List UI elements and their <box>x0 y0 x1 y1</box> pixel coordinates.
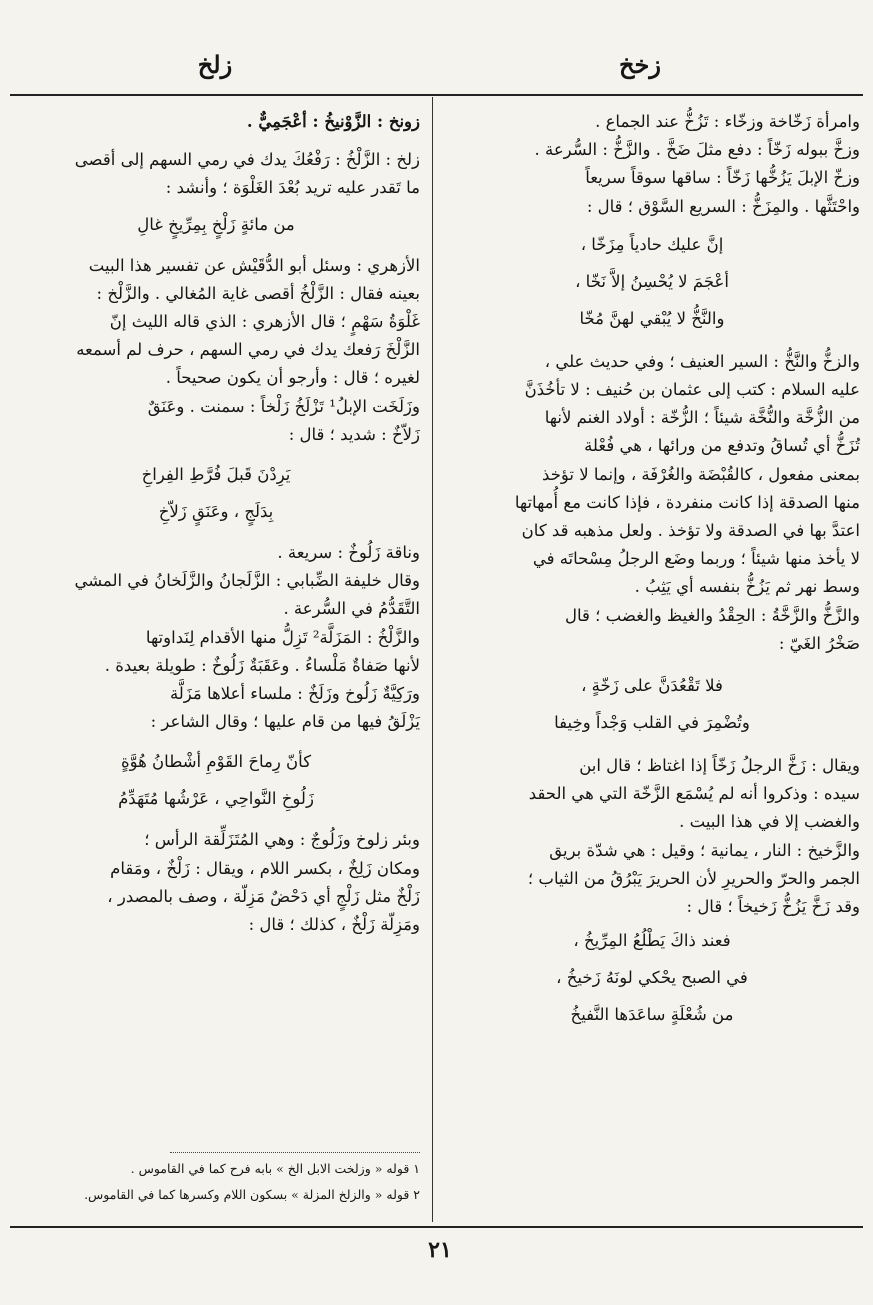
verse-line: والنَّخُّ لا يُبْقي لهنَّ مُخّا <box>579 308 725 328</box>
right-column <box>444 108 860 1036</box>
text-line: اعتدَّ بها في الصدقة ولا تؤخذ . ولعل مذهبه قد كان <box>521 521 860 541</box>
text-line: يَزْلَقُ فيها من قام عليها ؛ وقال الشاعر : <box>150 712 420 732</box>
text-line: عليه السلام : كتب إلى عثمان بن حُنيف : لا تأخُذَنَّ <box>524 380 860 400</box>
text-line: والزَّخُّ والزَّخَّةُ : الحِقْدُ والغيظ والغضب ؛ قال <box>565 605 860 625</box>
verse-line: وتُضْمِرَ في القلب وَجْداً وخِيفا <box>554 713 750 733</box>
verse-line: فعند ذاكَ يَطْلُعُ المِرِّيخُ ، <box>573 931 731 951</box>
verse-line: كأنّ رِماحَ القَوْمِ أشْطانُ هُوَّةٍ <box>120 752 312 772</box>
text-line: من الزُّخَّة والنُّخَّة شيئاً ؛ الزُّخّة : أولاد الغنم لأنها <box>544 408 860 428</box>
verse-line: فلا تَقْعُدَنَّ على زَخّةٍ ، <box>581 676 723 696</box>
text-line: صَخْرُ الغَيّ : <box>778 633 860 653</box>
text-line: غَلْوَةُ سَهْمٍ ؛ قال الأزهري : الذي قاله الليث إنّ <box>109 312 420 332</box>
text-line: واحْتَثَّها . والمِزَخُّ : السريع السَّوْق ؛ قال : <box>586 196 860 216</box>
column-separator <box>432 97 433 1222</box>
text-line: ويقال : زَخَّ الرجلُ زَخّاً إذا اغتاظ ؛ قال ابن <box>579 756 860 776</box>
left-running-header: زلخ <box>197 50 233 79</box>
text-line: لغيره ؛ قال : وأرجو أن يكون صحيحاً . <box>165 368 420 388</box>
text-line: وزخّ الإبلَ يَزُخُّها زَخّاً : ساقها سوقاً سريعاً <box>585 168 860 188</box>
footnote-2: ٢ قوله « والزلخ المزلة » بسكون اللام وكسرها كما في القاموس. <box>84 1187 420 1202</box>
entry-zalakh: زلخ : الزَّلْخُ : رَفْعُكَ يدك في رمي السهم إلى أقصى <box>74 150 420 170</box>
text-line: والزَّلْخُ : المَزَلَّة² تَزِلُّ منها الأقدام لِنَداوتها <box>145 627 420 647</box>
text-line: لأنها صَفاةٌ مَلْساءُ . وعَقَبَةٌ زَلُوخٌ : طويلة بعيدة . <box>104 655 420 675</box>
text-line: وزَلَخَت الإبلُ¹ تَزْلَخُ زَلْخاً : سمنت . وعَنَقٌ <box>147 396 420 416</box>
text-line: بعينه فقال : الزَّلْخُ أقصى غاية المُغالي . والزَّلْخ : <box>96 283 420 303</box>
verse-line: في الصبح يحْكي لونَهُ زَخيخُ ، <box>556 968 748 988</box>
text-line: وقال خليفة الضِّبابي : الزَّلَجانُ والزَّلَخانُ في المشي <box>74 571 420 591</box>
text-line: الأزهري : وسئل أبو الدُّقَيْش عن تفسير هذا البيت <box>88 255 420 275</box>
text-line: تُزَخُّ أي تُساقُ وتدفع من ورائها ، هي فُعْلة <box>584 436 860 456</box>
text-line: ومكان زَلِخٌ ، بكسر اللام ، ويقال : زَلْخٌ ، ومَقام <box>110 858 420 878</box>
text-line: وسط نهر ثم يَزُخُّ بنفسه أي يَثِبُ . <box>634 577 860 597</box>
text-line: سيده : وذكروا أنه لم يُسْمَع الزَّخّة التي هي الحقد <box>528 784 860 804</box>
text-line: ما تَقدر عليه تريد بُعْدَ الغَلْوَة ؛ وأنشد : <box>165 178 420 198</box>
verse-line: يَرِدْنَ قَبلَ فُرَّطِ الفِراخِ <box>141 465 291 485</box>
text-line: الزَّلْخَ رَفعك يدك في رمي السهم ، حرف لم أسمعه <box>76 340 420 360</box>
text-line: والزخُّ والنَّخُّ : السير العنيف ؛ وفي حديث علي ، <box>544 351 860 371</box>
text-line: لا يأخذ منها شيئاً ؛ وربما وضَع الرجلُ مِسْحاتَه في <box>532 549 860 569</box>
text-line: زَلاّخٌ : شديد ؛ قال : <box>288 424 420 444</box>
header-rule <box>10 94 863 96</box>
verse-line: بِدَلَجٍ ، وعَنَقٍ زَلاّخِ <box>158 502 274 522</box>
verse-line: زَلُوخِ النَّواحِي ، عَرْشُها مُتَهَدِّمُ <box>118 789 314 809</box>
text-line: ومَزِلّة زَلْخٌ ، كذلك ؛ قال : <box>248 915 420 935</box>
text-line: ورَكِيَّةٌ زَلُوخ وزَلَخٌ : ملساء أعلاها مَزَلَّة <box>169 684 420 704</box>
verse-line: من مائةٍ زَلْخٍ بِمِرِّيخٍ غالِ <box>137 214 295 234</box>
text-line: الجمر والحرّ والحريرِ لأن الحريرَ يَبْرُقُ من الثياب ؛ <box>527 868 860 888</box>
text-line: والزَّخيخ : النار ، يمانية ؛ وقيل : هي شدّة بريق <box>549 840 860 860</box>
footnotes <box>12 1156 420 1208</box>
entry-zawnakh: زونخ : الزَّوْنيخُ : أعْجَمِيٌّ . <box>246 112 420 131</box>
footer-rule <box>10 1226 863 1228</box>
footnote-1: ١ قوله « وزلخت الابل الخ » بابه فرح كما في القاموس . <box>130 1161 420 1176</box>
page-number: ٢١ <box>428 1237 452 1263</box>
right-running-header: زخخ <box>619 50 661 79</box>
text-line: بمعنى مفعول ، كالقُبْضَة والغُرْفَة ، وإنما لا تؤخذ <box>542 464 860 484</box>
text-line: وناقة زَلُوخٌ : سريعة . <box>277 543 420 563</box>
left-column <box>12 108 420 939</box>
text-line: وبئر زلوخ وزَلُوجٌ : وهي المُتَزَلِّقة الرأس ؛ <box>144 830 420 850</box>
text-line: التَّقَدُّمُ في السُّرعة . <box>283 599 420 619</box>
text-line: منها الصدقة إذا كانت منفردة ، فإذا كانت مع أُمهاتها <box>514 492 860 512</box>
verse-line: إنَّ عليك حادياً مِزَخّا ، <box>580 234 724 254</box>
text-line: وقد زَخَّ يَزُخُّ زَخيخاً ؛ قال : <box>686 897 860 917</box>
text-line: وامرأة زَخّاخة وزخّاء : تَزُخُّ عند الجماع . <box>595 112 860 131</box>
text-line: والغضب إلا في هذا البيت . <box>679 812 860 832</box>
footnote-rule <box>170 1152 420 1153</box>
text-line: وزخَّ ببوله زَخّاً : دفع مثلَ ضَخَّ . والزَّخُّ : السُّرعة . <box>534 140 860 160</box>
verse-line: أعْجَمَ لا يُحْسِنُ إلاَّ نَخّا ، <box>575 271 729 291</box>
verse-line: من شُعْلَةٍ ساعَدَها النَّفيخُ <box>570 1005 734 1025</box>
text-line: زَلْخٌ مثل زَلْجٍ أي دَحْضٌ مَزِلّة ، وصف بالمصدر ، <box>107 886 420 906</box>
